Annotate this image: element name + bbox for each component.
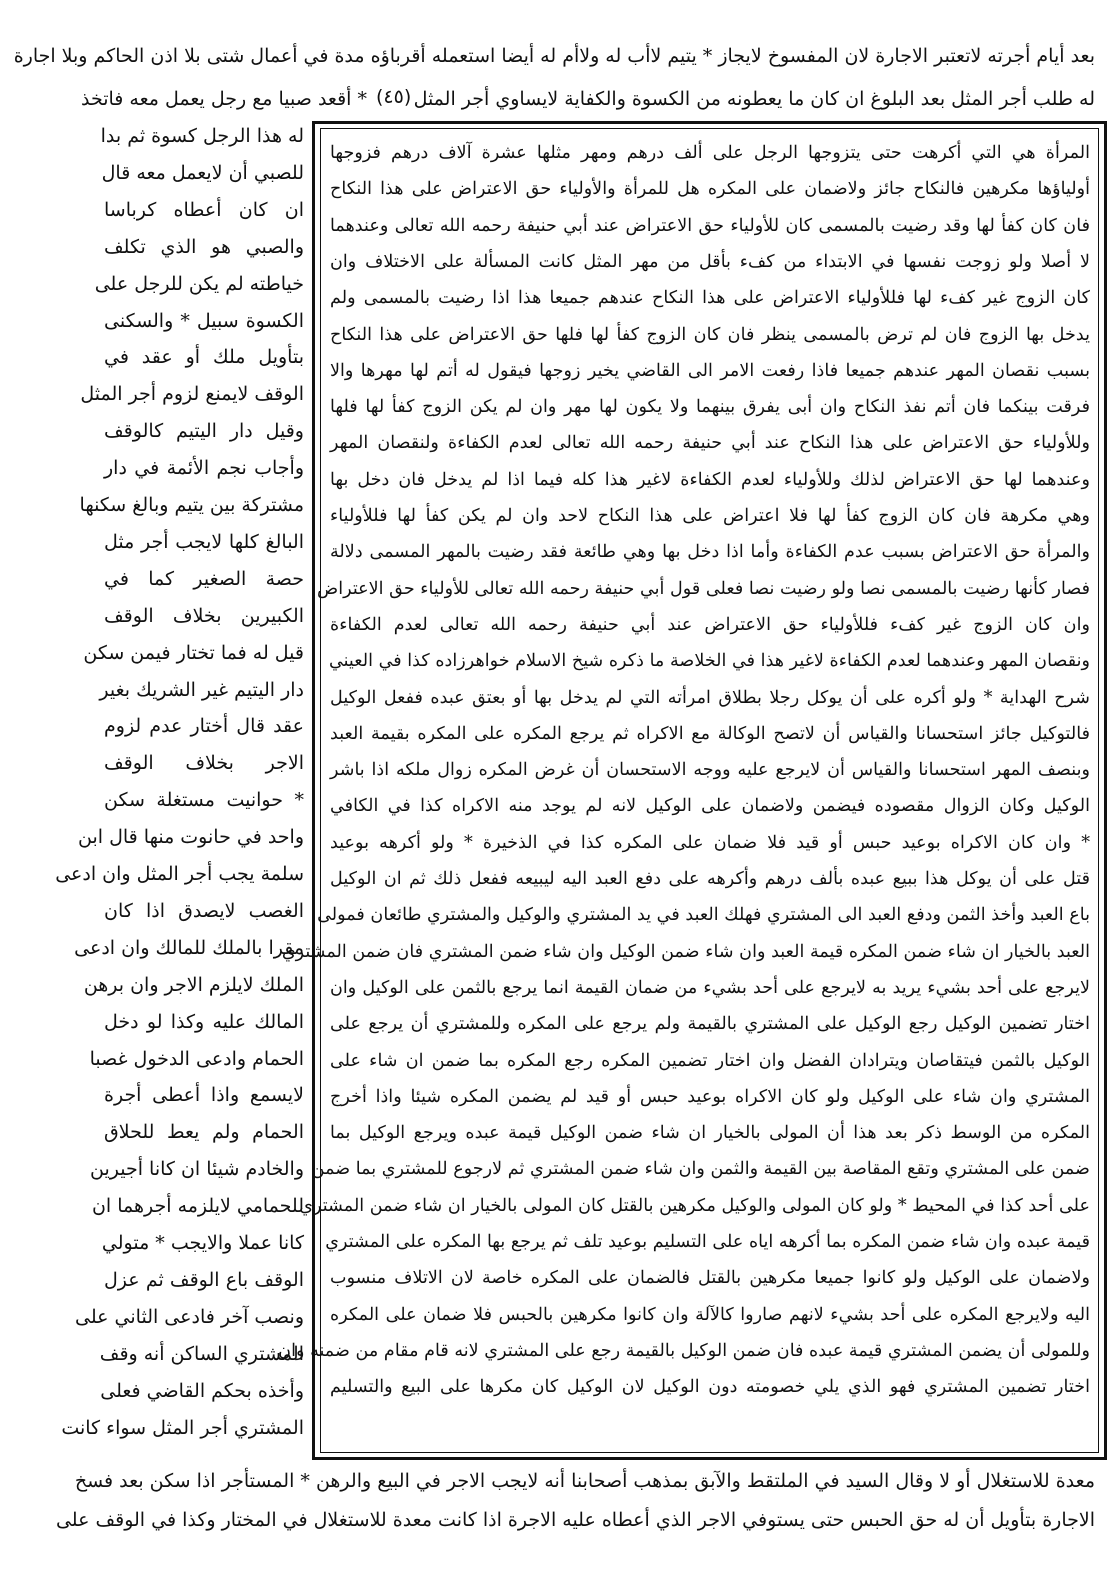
header-line-1: بعد أيام أجرته لاتعتبر الاجارة لان المفسوخ لايجاز * يتيم لاأب له ولاأم له أيضا استعمله أقرباؤه مدة في أعمال شتى بلا اذن الحاكم وبلا اجارة	[13, 45, 1095, 67]
main-text-line: فصار كأنها رضيت بالمسمى نصا ولو رضيت نصا فعلى قول أبي حنيفة رحمه الله تعالى للأولياء حق الاعتراض	[316, 578, 1090, 599]
margin-text-line: البالغ كلها لايجب أجر مثل	[104, 530, 304, 553]
main-text-line: اليه ولايرجع المكره على أحد بشيء لانهم صاروا كالآلة وان كانوا مكرهين بالحبس فلا ضمان على المكره	[330, 1304, 1090, 1325]
margin-text-line: دار اليتيم غير الشريك بغير	[99, 678, 304, 701]
margin-text-line: * حوانيت مستغلة سكن	[104, 789, 304, 812]
main-text-line: المكره من الوسط ذكر بعد هذا أن المولى بالخيار ان شاء ضمن الوكيل قيمة عبده ويرجع الوكيل بما	[330, 1123, 1090, 1144]
margin-text-line: للحمامي لايلزمه أجرهما ان	[91, 1195, 304, 1218]
footer-line-1: معدة للاستغلال أو لا وقال السيد في الملتقط والآبق بمذهب أصحابنا أنه لايجب الاجر في البيع والرهن * المستأجر اذا سكن بعد فسخ	[74, 1470, 1095, 1492]
main-text-line: الوكيل بالثمن فيتقاصان ويترادان الفضل وان اختار تضمين المكره رجع المكره بما ضمن ان شاء على	[330, 1050, 1090, 1071]
main-text-line: ونقصان المهر وعندهما لعدم الكفاءة لاغير هذا في الخلاصة ما ذكره شيخ الاسلام خواهرزاده كذا في العيني	[328, 651, 1090, 672]
margin-text-line: واحد في حانوت منها قال ابن	[78, 826, 304, 849]
main-text-line: قيمة عبده وان شاء ضمن المكره بما أكرهه اياه على التسليم بوعيد تلف ثم يرجع بها المكره على المشتري	[325, 1232, 1090, 1252]
margin-text-line: الوقف باع الوقف ثم عزل	[104, 1268, 304, 1291]
page-number: (٤٥)	[376, 86, 412, 108]
margin-text-line: وقيل دار اليتيم كالوقف	[104, 420, 304, 443]
main-text-line: وللأولياء حق الاعتراض على هذا النكاح عند أبي حنيفة رحمه الله تعالى لعدم الكفاءة ولنقصان المهر	[330, 433, 1090, 454]
margin-text-line: مقرا بالملك للمالك وان ادعى	[74, 936, 304, 959]
margin-text-line: ان كان أعطاه كرباسا	[104, 198, 304, 221]
main-text-line: العبد بالخيار ان شاء ضمن المكره قيمة العبد وان شاء ضمن الوكيل وان شاء ضمن المشتري فان ضمن المشتري	[281, 941, 1090, 962]
header-line-2: له طلب أجر المثل بعد البلوغ ان كان ما يعطونه من الكسوة والكفاية لايساوي أجر المثل	[413, 88, 1095, 110]
margin-text-line: سلمة يجب أجر المثل وان ادعى	[55, 863, 304, 885]
margin-text-line: الكسوة سبيل * والسكنى	[104, 309, 304, 332]
main-text-line: كان الزوج غير كفء لها فللأولياء الاعتراض على هذا النكاح عندهم جميعا هذا اذا رضيت بالمسمى ولم	[330, 288, 1090, 309]
main-text-line: فان كان كفأ لها وقد رضيت بالمسمى كان للأولياء حق الاعتراض عند أبي حنيفة رحمه الله تعالى وعندهما	[330, 215, 1090, 236]
margin-text-line: وأجاب نجم الأئمة في دار	[104, 457, 304, 480]
margin-text-line: الحمام وادعى الدخول غصبا	[89, 1047, 304, 1070]
main-text-line: وان كان الزوج غير كفء فللأولياء حق الاعتراض عند أبي حنيفة رحمه الله تعالى لعدم الكفاءة	[330, 614, 1090, 635]
main-text-line: المشتري وان شاء على الوكيل ولو كان الاكراه بوعيد حبس أو قيد لم يضمن المكره شيئا واذا أخرج	[330, 1086, 1090, 1107]
main-text-line: لايرجع على أحد بشيء يريد به لايرجع على أحد بشيء من ضمان القيمة انما يرجع بالثمن على الوكيل وان	[330, 977, 1090, 998]
main-text-line: على أحد كذا في المحيط * ولو كان المولى والوكيل مكرهين بالقتل كان المولى بالخيار ان شاء ضمن المشتري	[299, 1195, 1090, 1216]
main-text-line: ولاضمان على الوكيل ولو كانوا جميعا مكرهين بالقتل فالضمان على المكره خاصة لان الاتلاف منسوب	[330, 1268, 1090, 1289]
margin-text-line: الغصب لايصدق اذا كان	[104, 899, 304, 922]
margin-text-line: المالك عليه وكذا لو دخل	[104, 1010, 304, 1033]
main-text-line: أولياؤها مكرهين فالنكاح جائز ولاضمان على المكره هل للمرأة والأولياء حق الاعتراض على هذا النكاح	[330, 179, 1090, 200]
main-text-line: والمرأة حق الاعتراض بسبب عدم الكفاءة وأما اذا دخل بها وهي طائعة فقد رضيت بالمهر المسمى دلالة	[330, 542, 1090, 563]
main-text-line: قتل على أن يوكل هذا ببيع عبده بألف درهم وأكرهه على دفع العبد اليه ليبيعه ففعل ذلك ثم ان الوكيل	[330, 869, 1090, 889]
main-text-line: * وان كان الاكراه بوعيد حبس أو قيد فلا ضمان على المكره كذا في الذخيرة * ولو أكرهه بوعيد	[330, 832, 1090, 853]
margin-text-line: قيل له فما تختار فيمن سكن	[83, 641, 304, 664]
main-text-line: وبنصف المهر استحسانا والقياس أن لايرجع عليه ووجه الاستحسان أن غرض المكره زوال ملكه اذا باشر	[330, 760, 1090, 781]
footer-line-2: الاجارة بتأويل أن له حق الحبس حتى يستوفي الاجر الذي أعطاه عليه الاجرة اذا كانت معدة للاستغلال في المختار وكذا في الوقف على	[55, 1509, 1095, 1531]
margin-text-line: للصبي أن لايعمل معه قال	[101, 161, 304, 184]
margin-text-line: ونصب آخر فادعى الثاني على	[75, 1305, 304, 1328]
main-text-line: المرأة هي التي أكرهت حتى يتزوجها الرجل على ألف درهم ومهر مثلها عشرة آلاف درهم فزوجها	[330, 143, 1090, 163]
margin-text-line: كانا عملا والايجب * متولي	[101, 1232, 304, 1254]
main-text-line: اختار تضمين الوكيل رجع الوكيل على المشتري بالقيمة ولم يرجع على المكره وللمشتري أن يرجع على	[330, 1014, 1090, 1035]
margin-text-line: والخادم شيئا ان كانا أجيرين	[90, 1158, 304, 1181]
main-text-line: وعندهما لها حق الاعتراض لذلك وللأولياء لعدم الكفاءة لاغير هذا كله فيما اذا لم يدخل فان دخل بها	[330, 469, 1090, 490]
main-text-line: لا أصلا ولو زوجت نفسها في الابتداء من كفء بأقل من مهر المثل كانت المسألة على الاختلاف وان	[330, 251, 1090, 272]
margin-text-line: الحمام ولم يعط للحلاق	[104, 1121, 304, 1144]
margin-text-line: الكبيرين بخلاف الوقف	[104, 604, 304, 627]
main-text-line: وهي مكرهة فان كان الزوج كفأ لها فلا اعتراض على هذا النكاح لاحد وان لم يكن كفأ لها فللأولياء	[330, 506, 1090, 526]
margin-text-line: عقد قال أختار عدم لزوم	[104, 715, 304, 738]
main-text-line: ضمن على المشتري وتقع المقاصة بين القيمة والثمن وان شاء ضمن المشتري ثم لارجوع للمشتري بما ضمن	[311, 1159, 1090, 1180]
margin-text-line: المشتري أجر المثل سواء كانت	[61, 1416, 304, 1439]
main-text-line: يدخل بها الزوج فان لم ترض بالمسمى ينظر فان كان الزوج كفأ لها فلها حق الاعتراض على هذا النكاح	[330, 324, 1090, 345]
margin-text-line: والصبي هو الذي تكلف	[104, 235, 304, 258]
main-text-line: باع العبد وأخذ الثمن ودفع العبد الى المشتري فهلك العبد في يد المشتري والوكيل والمشتري طائعان فمولى	[317, 905, 1090, 926]
margin-text-line: خياطته لم يكن للرجل على	[94, 272, 304, 295]
main-text-line: فرقت بينكما فان أتم نفذ النكاح وان أبى يفرق بينهما ولا يكون لها مهر وان لم يكن الزوج كفأ لها فلها	[330, 397, 1090, 418]
main-text-line: وللمولى أن يضمن المشتري قيمة عبده فان ضمن الوكيل بالقيمة رجع على المشتري لانه قام مقام من ضمنه وان	[278, 1340, 1090, 1361]
main-text-line: شرح الهداية * ولو أكره على أن يوكل رجلا بطلاق امرأته التي لم يدخل بها أو بعتق عبده ففعل الوكيل	[330, 687, 1090, 708]
header-line-2-tail: * أقعد صبيا مع رجل يعمل معه فاتخذ	[80, 88, 367, 110]
margin-text-line: الاجر بخلاف الوقف	[104, 752, 304, 775]
margin-text-line: مشتركة بين يتيم وبالغ سكنها	[79, 494, 304, 516]
main-text-line: الوكيل وكان الزوال مقصوده فيضمن ولاضمان على الوكيل لانه لم يوجد منه الاكراه كذا في الكافي	[330, 796, 1090, 817]
main-text-line: فالتوكيل جائز استحسانا والقياس أن لاتصح الوكالة مع الاكراه ثم يرجع المكره على المكره بقيمة العبد	[330, 723, 1090, 744]
margin-text-line: بتأويل ملك أو عقد في	[104, 346, 304, 369]
margin-text-line: وأخذه بحكم القاضي فعلى	[100, 1379, 304, 1402]
main-text-line: بسبب نقصان المهر عندهم جميعا فاذا رفعت الامر الى القاضي يخير زوجها فيقول له أتم لها مهرها والا	[330, 360, 1090, 381]
margin-text-line: الوقف لايمنع لزوم أجر المثل	[80, 383, 304, 406]
margin-text-line: لايسمع واذا أعطى أجرة	[104, 1084, 304, 1107]
main-text-line: اختار تضمين المشتري فهو الذي يلي خصومته دون الوكيل لان الوكيل كان مكرها على البيع والتسليم	[330, 1377, 1090, 1398]
margin-text-line: حصة الصغير كما في	[104, 567, 304, 590]
margin-text-line: المشتري الساكن أنه وقف	[99, 1342, 304, 1365]
margin-text-line: له هذا الرجل كسوة ثم بدا	[100, 125, 304, 147]
margin-text-line: الملك لايلزم الاجر وان برهن	[83, 973, 304, 996]
